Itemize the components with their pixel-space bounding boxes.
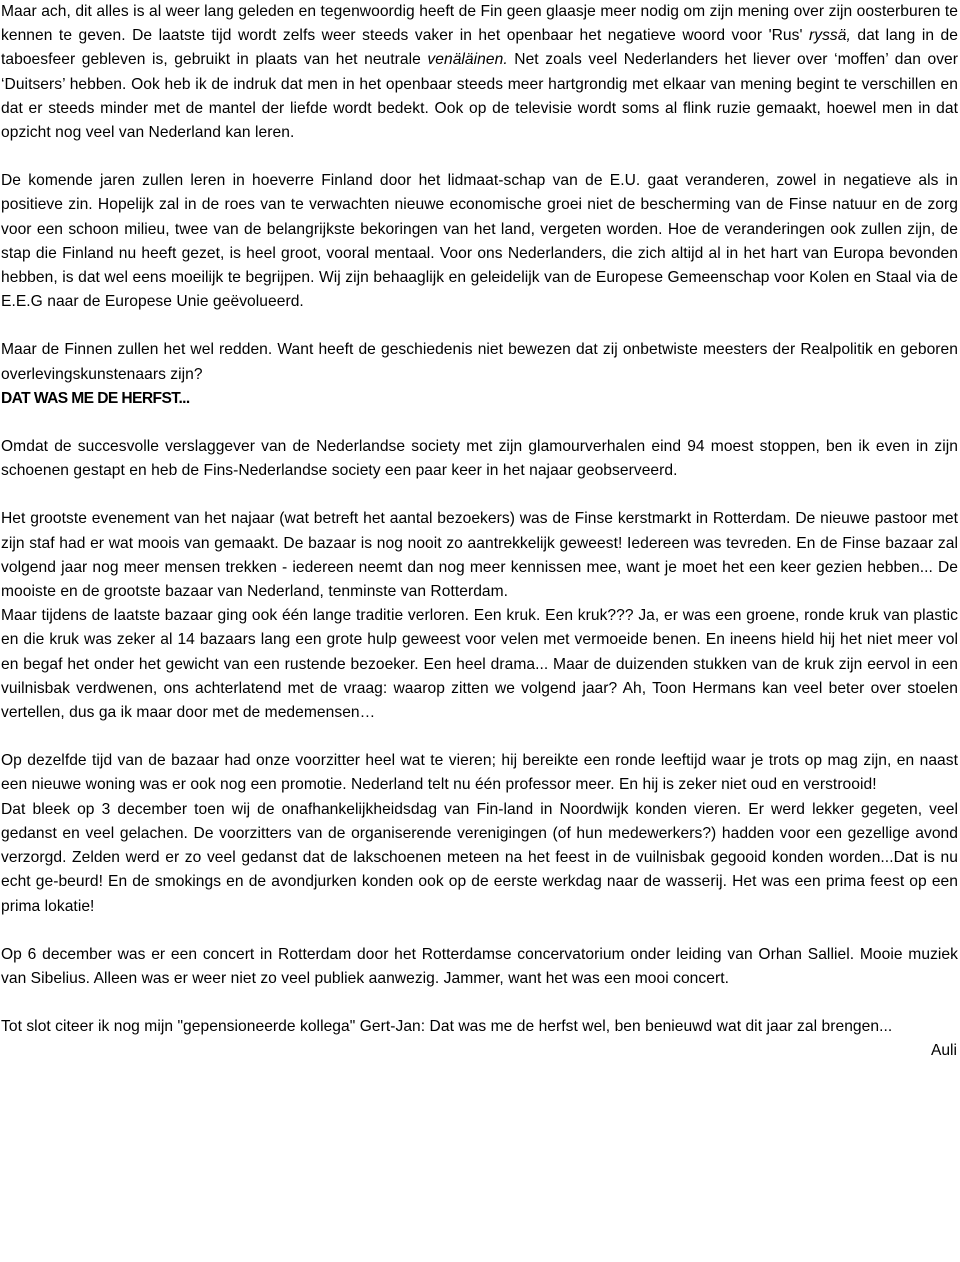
paragraph-chairman: Op dezelfde tijd van de bazaar had onze voorzitter heel wat te vieren; hij bereikte een ronde leeftijd waar je trots op mag zijn, en naast een nieuwe woning was er ook nog een promotie. Nederland telt nu één professor meer. En hij is zeker niet oud en verstrooid! <box>1 752 958 794</box>
paragraph-text: dat lang in de taboesfeer gebleven is, gebruikt in plaats van het neutrale <box>1 27 958 69</box>
section-heading: DAT WAS ME DE HERFST... <box>1 389 190 407</box>
paragraph-text: Maar ach, dit alles is al weer lang geleden en tegenwoordig heeft de Fin geen glaasje meer nodig om zijn mening over zijn oosterburen te kennen te geven. De laatste tijd wordt zelfs weer steeds vaker in het openbaar het negatieve woord voor 'Rus' <box>1 3 958 45</box>
paragraph-closing-quote: Tot slot citeer ik nog mijn "gepensioneerde kollega" Gert-Jan: Dat was me de herfst wel, ben benieuwd wat dit jaar zal brengen... <box>1 1018 893 1036</box>
paragraph-concert: Op 6 december was er een concert in Rotterdam door het Rotterdamse concervatorium onder leiding van Orhan Salliel. Mooie muziek van Sibelius. Alleen was er weer niet zo veel publiek aanwezig. Jammer, want het was een mooi concert. <box>1 945 958 987</box>
italic-word-ryssa: ryssä, <box>809 27 851 45</box>
paragraph-independence-day: Dat bleek op 3 december toen wij de onafhankelijkheidsdag van Fin-land in Noordwijk konden vieren. Er werd lekker gegeten, veel gedanst en veel gelachen. De voorzitters van de organiserende verenigingen (of hun medewerkers?) hadden voor een gezellige avond verzorgd. Zelden werd er zo veel gedanst dat de lakschoenen meteen na het feest in de vuilnisbak gegooid konden worden...Dat is nu echt ge-beurd! En de smokings en de avondjurken konden ook op de eerste werkdag naar de wasserij. Het was een prima feest op een prima lokatie! <box>1 800 958 915</box>
paragraph-stool: Maar tijdens de laatste bazaar ging ook één lange traditie verloren. Een kruk. Een kruk??? Ja, er was een groene, ronde kruk van plastic en die kruk was zeker al 14 bazaars lang een grote hulp geweest voor velen met vermoeide benen. En ineens hield hij het niet meer vol en begaf het onder het gewicht van een rustende bezoeker. Een heel drama... Maar de duizenden stukken van de kruk zijn eervol in een vuilnisbak verdwenen, ons achterlatend met de vraag: waarop zitten we volgend jaar? Ah, Toon Hermans kan veel beter over stoelen vertellen, dus ga ik maar door met de medemensen… <box>1 607 958 722</box>
paragraph-finns-survive: Maar de Finnen zullen het wel redden. Want heeft de geschiedenis niet bewezen dat zij onbetwiste meesters der Realpolitik en geboren overlevingskunstenaars zijn? <box>1 341 958 383</box>
paragraph-finnish-russians <box>1 0 958 145</box>
paragraph-text: Net zoals veel Nederlanders het liever over ‘moffen’ dan over ‘Duitsers’ hebben. Ook heb ik de indruk dat men in het openbaar steeds meer hartgrondig met elkaar van mening begint te verschillen en dat er steeds minder met de mantel der liefde wordt bedekt. Ook op de televisie wordt soms al flink ruzie gemaakt, hoewel men in dat opzicht nog veel van Nederland kan leren. <box>1 51 959 142</box>
paragraph-society-reporter: Omdat de succesvolle verslaggever van de Nederlandse society met zijn glamourverhalen eind 94 moest stoppen, ben ik even in zijn schoenen gestapt en heb de Fins-Nederlandse society een paar keer in het najaar geobserveerd. <box>1 438 958 480</box>
author-signature: Auli <box>930 1042 957 1060</box>
paragraph-eu-membership: De komende jaren zullen leren in hoeverre Finland door het lidmaat-schap van de E.U. gaat veranderen, zowel in negatieve als in positieve zin. Hopelijk zal in de roes van te verwachten nieuwe economische groei niet de bescherming van de Finse natuur en de zorg voor een schoon milieu, twee van de belangrijkste bekoringen van het land, vergeten worden. Hoe de veranderingen ook zullen zijn, de stap die Finland nu heeft gezet, is heel groot, vooral mentaal. Voor ons Nederlanders, die zich altijd al in het hart van Europa bevonden hebben, is dat wel eens moeilijk te begrijpen. Wij zijn behaaglijk en geleidelijk van de Europese Gemeenschap voor Kolen en Staal via de E.E.G naar de Europese Unie geëvolueerd. <box>1 172 958 311</box>
paragraph-christmas-market: Het grootste evenement van het najaar (wat betreft het aantal bezoekers) was de Finse kerstmarkt in Rotterdam. De nieuwe pastoor met zijn staf had er wat moois van gemaakt. De bazaar is nog nooit zo aantrekkelijk geweest! Iedereen was tevreden. En de Finse bazaar zal volgend jaar nog meer mensen trekken - iedereen neemt dan nog meer kennissen mee, want je moet het een keer gezien hebben... De mooiste en de grootste bazaar van Nederland, tenminste van Rotterdam. <box>1 510 958 601</box>
italic-word-venalainen: venäläinen. <box>427 51 508 69</box>
